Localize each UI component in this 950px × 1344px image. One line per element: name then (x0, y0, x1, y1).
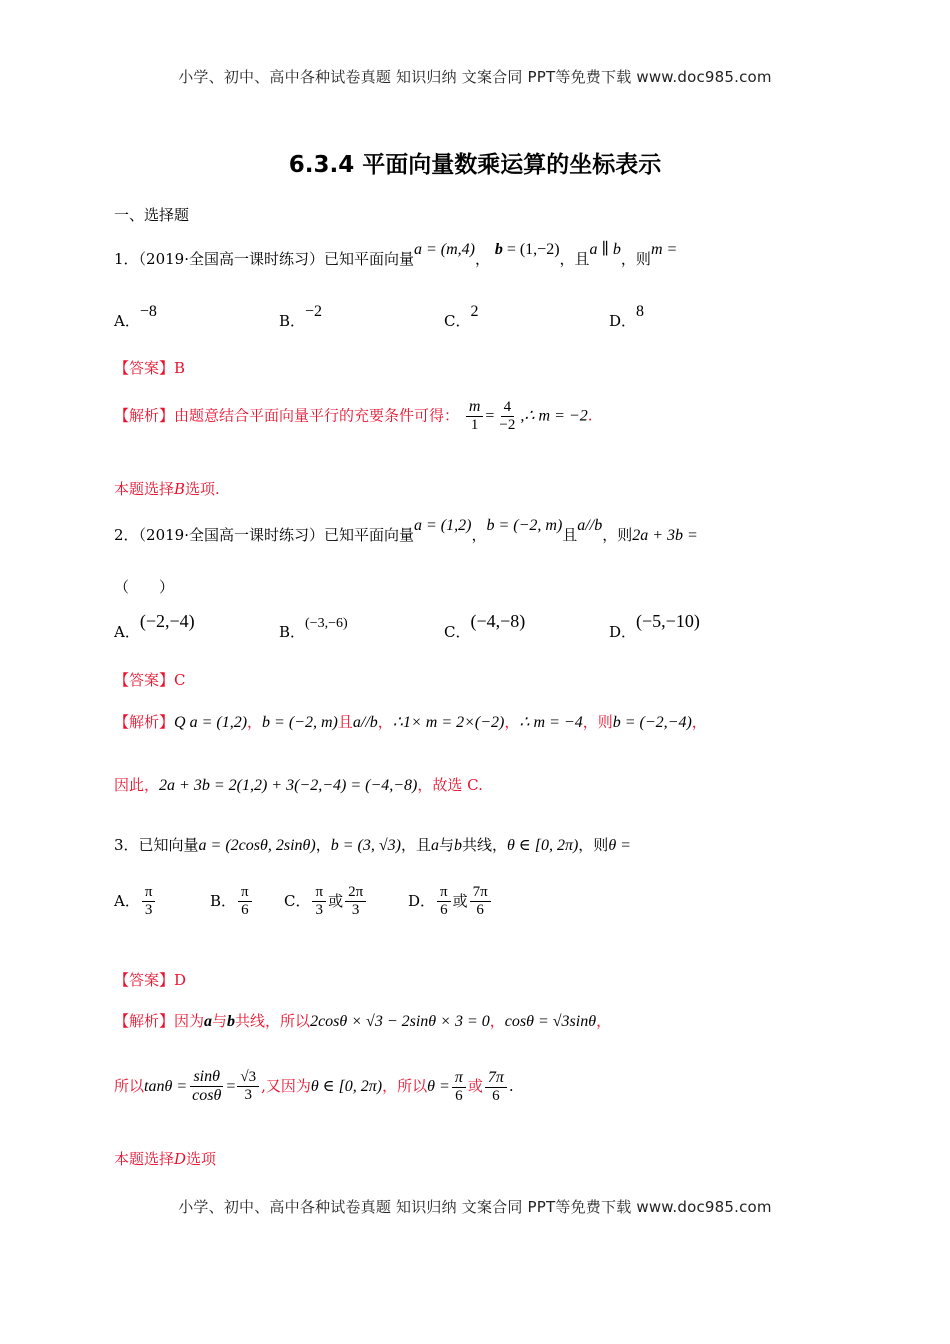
ask-formula: θ = (608, 837, 631, 854)
option-d: D．8 (609, 303, 645, 330)
punct: ，则 (620, 250, 651, 268)
vector-b-formula: b = (3, √3) (330, 837, 401, 854)
question-2: 2．（2019·全国高一课时练习）已知平面向量a = (1,2)，b = (−2, m)且a//b，则2a + 3b = (114, 517, 698, 544)
vector-a-formula: a = (2cosθ, 2sinθ) (198, 837, 316, 854)
analysis-2: 【解析】Q a = (1,2)，b = (−2, m)且a//b，∴1× m = 2×(−2)，∴ m = −4，则b = (−2,−4)， (114, 713, 707, 731)
option-c: C．2 (444, 303, 479, 330)
page-header: 小学、初中、高中各种试卷真题 知识归纳 文案合同 PPT等免费下载 www.doc985.com (178, 68, 772, 86)
analysis-3: 【解析】因为a与b共线，所以2cosθ × √3 − 2sinθ × 3 = 0，cosθ = √3sinθ， (114, 1012, 612, 1030)
option-c: C．(−4,−8) (444, 611, 526, 641)
option-d: D．(−5,−10) (609, 611, 700, 641)
analysis-2-line-2: 因此，2a + 3b = 2(1,2) + 3(−2,−4) = (−4,−8)，故选 C. (114, 776, 483, 794)
option-a: A． $\frac{\pi}{3}$ (114, 884, 157, 920)
option-d: D． $\frac{\pi}{6}$ 或 $\frac{7\pi}{6}$ (408, 884, 493, 920)
answer-3: 【答案】D (114, 971, 187, 989)
answer-2: 【答案】C (114, 671, 186, 689)
option-b: B． $\frac{\pi}{6}$ (210, 884, 254, 920)
vector-a-formula: a = (m,4) (414, 241, 476, 258)
question-1 (114, 241, 678, 269)
vector-b-formula: b = (−2, m) (486, 517, 563, 534)
ask-formula: m = (650, 241, 678, 258)
punct: ， (475, 250, 491, 268)
analysis-1: 【解析】由题意结合平面向量平行的充要条件可得： $\frac{m}{1}$ = $\frac{4}{-2}$ ,∴ m = −2. (114, 398, 593, 434)
ask-formula: 2a + 3b = (632, 527, 698, 544)
question-3: 3．已知向量a = (2cosθ, 2sinθ)，b = (3, √3)，且a与b共线，θ ∈ [0, 2π)，则θ = (114, 836, 631, 854)
punct: ，且 (559, 250, 590, 268)
page-footer: 小学、初中、高中各种试卷真题 知识归纳 文案合同 PPT等免费下载 www.doc985.com (178, 1198, 772, 1216)
option-b: B．(−3,−6) (279, 616, 348, 641)
blank-parentheses: （ ） (114, 578, 175, 596)
pick-3: 本题选择D选项 (114, 1150, 217, 1168)
question-number: 1． (114, 250, 139, 268)
parallel-condition: a//b (577, 517, 603, 534)
fraction: $\frac{m}{1}$ (466, 398, 484, 435)
pick-1: 本题选择B选项. (114, 480, 220, 498)
option-b: B．−2 (279, 303, 323, 330)
section-heading: 一、选择题 (114, 206, 190, 224)
fraction: $\frac{4}{-2}$ (499, 398, 516, 433)
question-source: （2019·全国高一课时练习）已知平面向量 (138, 250, 414, 268)
page-title: 6.3.4 平面向量数乘运算的坐标表示 (288, 152, 662, 178)
answer-1: 【答案】B (114, 359, 186, 377)
option-a: A．(−2,−4) (114, 611, 195, 641)
vector-a-formula: a = (1,2) (414, 517, 472, 534)
vector-b-formula: b = (1,−2) (494, 241, 560, 258)
option-c: C． $\frac{\pi}{3}$ 或 $\frac{2\pi}{3}$ (284, 884, 368, 920)
theta-range: θ ∈ [0, 2π) (507, 837, 579, 854)
parallel-condition: a ∥ b (589, 241, 621, 258)
option-a: A．−8 (114, 303, 157, 330)
analysis-3-line-2: 所以tanθ = $\frac{\sin\theta}{\cos\theta}$ = $\frac{√3}{3}$ ,又因为θ ∈ [0, 2π)，所以θ = $\frac{\pi}{6}$ 或 $\frac{7\pi}{6}$ . (114, 1068, 514, 1105)
